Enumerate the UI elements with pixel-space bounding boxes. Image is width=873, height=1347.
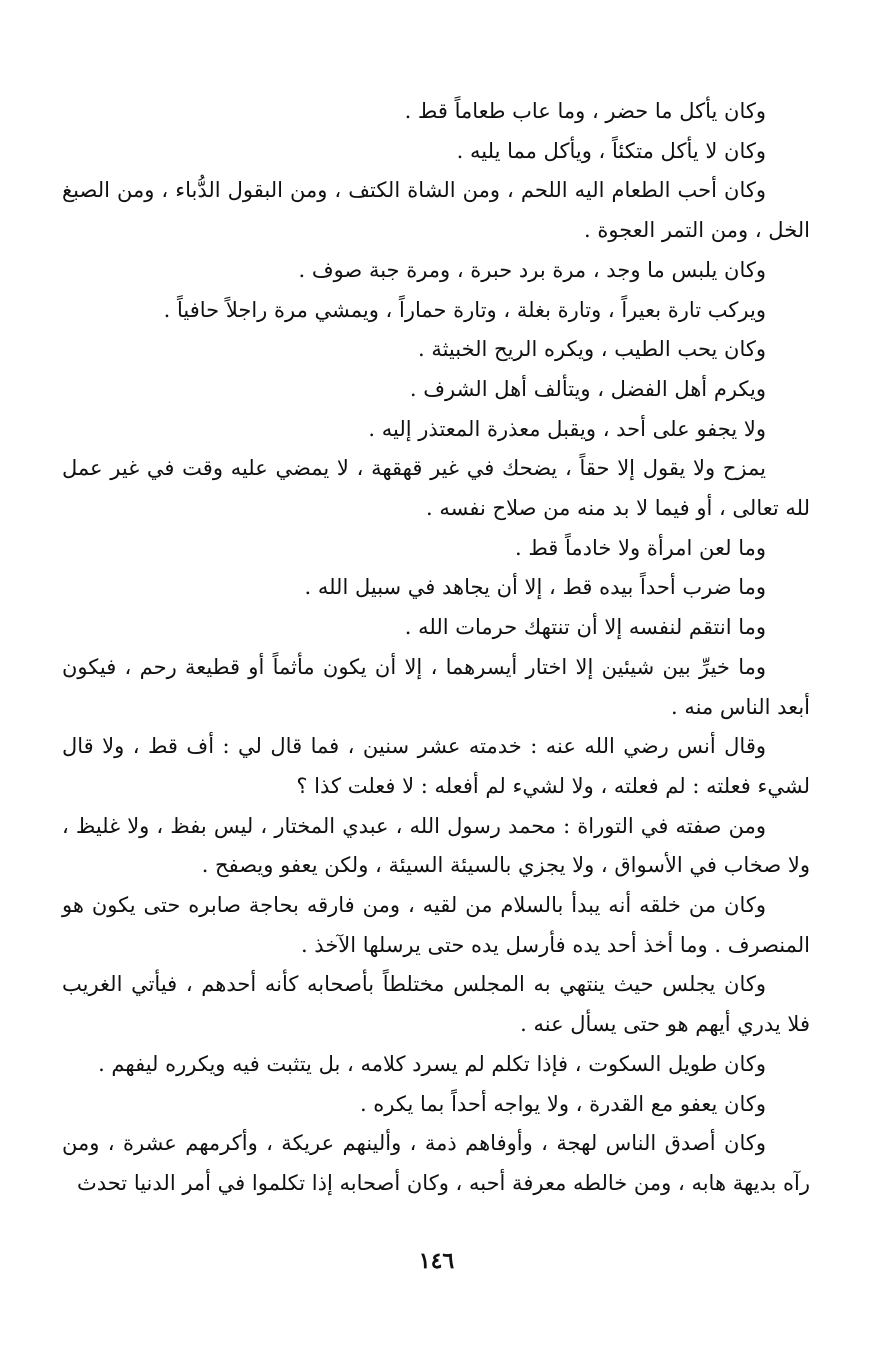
paragraph-7: ويكرم أهل الفضل ، ويتألف أهل الشرف . [409, 376, 766, 401]
paragraph-20: وكان أصدق الناس لهجة ، وأوفاهم ذمة ، وألينهم عريكة ، وأكرمهم عشرة ، ومن رآه بديهة هابه ، ومن خالطه معرفة أحبه ، وكان أصحابه إذا تكلموا في أمر الدنيا تحدث [62, 1131, 810, 1195]
paragraph-18: وكان طويل السكوت ، فإذا تكلم لم يسرد كلامه ، بل يتثبت فيه ويكرره ليفهم . [98, 1051, 766, 1076]
paragraph-6: وكان يحب الطيب ، ويكره الريح الخبيثة . [417, 337, 766, 362]
page-number: ١٤٦ [418, 1248, 455, 1274]
paragraph-16: وكان من خلقه أنه يبدأ بالسلام من لقيه ، ومن فارقه بحاجة صابره حتى يكون هو المنصرف . وما أخذ أحد يده فأرسل يده حتى يرسلها الآخذ . [62, 893, 810, 957]
paragraph-14: وقال أنس رضي الله عنه : خدمته عشر سنين ، فما قال لي : أف قط ، ولا قال لشيء فعلته : لم فعلته ، ولا لشيء لم أفعله : لا فعلت كذا ؟ [62, 734, 810, 798]
paragraph-13: وما خيرِّ بين شيئين إلا اختار أيسرهما ، إلا أن يكون مأثماً أو قطيعة رحم ، فيكون أبعد الناس منه . [62, 654, 810, 719]
paragraph-2: وكان لا يأكل متكئاً ، ويأكل مما يليه . [456, 138, 766, 163]
paragraph-19: وكان يعفو مع القدرة ، ولا يواجه أحداً بما يكره . [359, 1091, 766, 1116]
page-body-text [62, 92, 810, 1204]
paragraph-10: وما لعن امرأة ولا خادماً قط . [514, 535, 766, 560]
paragraph-15: ومن صفته في التوراة : محمد رسول الله ، عبدي المختار ، ليس بفظ ، ولا غليظ ، ولا صخاب في الأسواق ، ولا يجزي بالسيئة السيئة ، ولكن يعفو ويصفح . [62, 813, 810, 878]
paragraph-12: وما انتقم لنفسه إلا أن تنتهك حرمات الله . [404, 615, 766, 640]
paragraph-8: ولا يجفو على أحد ، ويقبل معذرة المعتذر إليه . [368, 416, 766, 441]
paragraph-4: وكان يلبس ما وجد ، مرة برد حبرة ، ومرة جبة صوف . [298, 257, 766, 282]
paragraph-9: يمزح ولا يقول إلا حقاً ، يضحك في غير قهقهة ، لا يمضي عليه وقت في غير عمل لله تعالى ، أو فيما لا بد منه من صلاح نفسه . [62, 456, 810, 521]
paragraph-11: وما ضرب أحداً بيده قط ، إلا أن يجاهد في سبيل الله . [304, 575, 766, 600]
paragraph-3: وكان أحب الطعام اليه اللحم ، ومن الشاة الكتف ، ومن البقول الدُّباء ، ومن الصبغ الخل ، ومن التمر العجوة . [62, 178, 810, 243]
paragraph-5: ويركب تارة بعيراً ، وتارة بغلة ، وتارة حماراً ، ويمشي مرة راجلاً حافياً . [163, 297, 766, 322]
paragraph-1: وكان يأكل ما حضر ، وما عاب طعاماً قط . [404, 99, 766, 123]
paragraph-17: وكان يجلس حيث ينتهي به المجلس مختلطاً بأصحابه كأنه أحدهم ، فيأتي الغريب فلا يدري أيهم هو حتى يسأل عنه . [62, 972, 810, 1037]
